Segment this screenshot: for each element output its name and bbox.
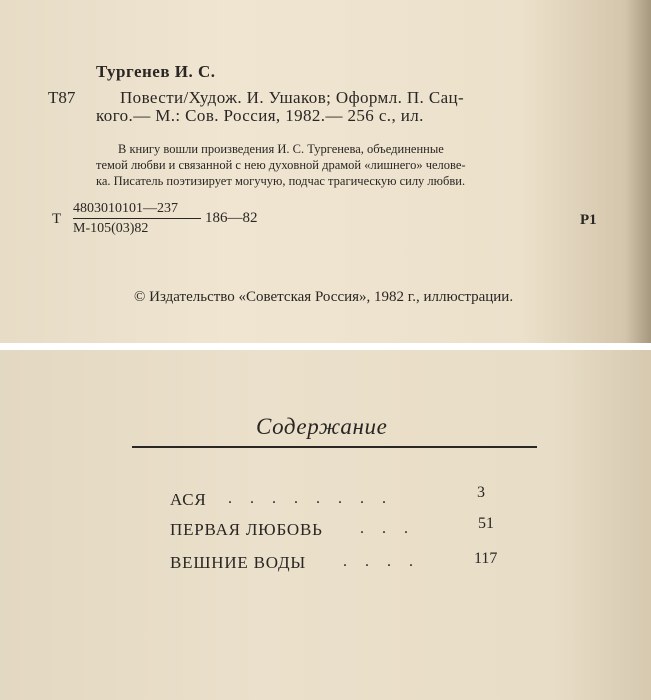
- contents-page: [0, 350, 651, 700]
- toc-item-page: 3: [477, 484, 485, 501]
- description-line-1: Повести/Худож. И. Ушаков; Оформл. П. Сац-: [120, 88, 465, 107]
- annotation-line-2: темой любви и связанной с нею духовной драмой «лишнего» челове-: [96, 158, 466, 172]
- index-letter: Т: [52, 211, 62, 227]
- index-denominator: М-105(03)82: [73, 221, 149, 236]
- annotation-line-3: ка. Писатель поэтизирует могучую, подчас трагическую силу любви.: [96, 174, 466, 188]
- copyright-line: © Издательство «Советская Россия», 1982 г., иллюстрации.: [134, 289, 514, 305]
- toc-item-page: 117: [474, 550, 498, 567]
- author-name: Тургенев И. С.: [96, 62, 216, 81]
- imprint-page: [0, 0, 651, 343]
- index-suffix: 186—82: [205, 210, 258, 226]
- toc-item-title: АСЯ: [170, 490, 207, 509]
- fraction-bar: [73, 218, 201, 219]
- toc-item-dots: . . . . . . . .: [228, 490, 393, 507]
- description-line-2: кого.— М.: Сов. Россия, 1982.— 256 с., ил.: [96, 106, 424, 125]
- toc-item-title: ПЕРВАЯ ЛЮБОВЬ: [170, 520, 323, 539]
- toc-item-dots: . . .: [360, 520, 415, 537]
- toc-item-dots: . . . .: [343, 553, 420, 570]
- contents-title: Содержание: [256, 414, 388, 439]
- toc-item-page: 51: [478, 515, 494, 532]
- annotation-line-1: В книгу вошли произведения И. С. Тургенева, объединенные: [118, 142, 444, 156]
- contents-rule: [132, 446, 537, 448]
- classification-code: Р1: [580, 212, 597, 228]
- author-code: Т87: [48, 88, 76, 107]
- index-numerator: 4803010101—237: [73, 201, 178, 216]
- toc-item-title: ВЕШНИЕ ВОДЫ: [170, 553, 307, 572]
